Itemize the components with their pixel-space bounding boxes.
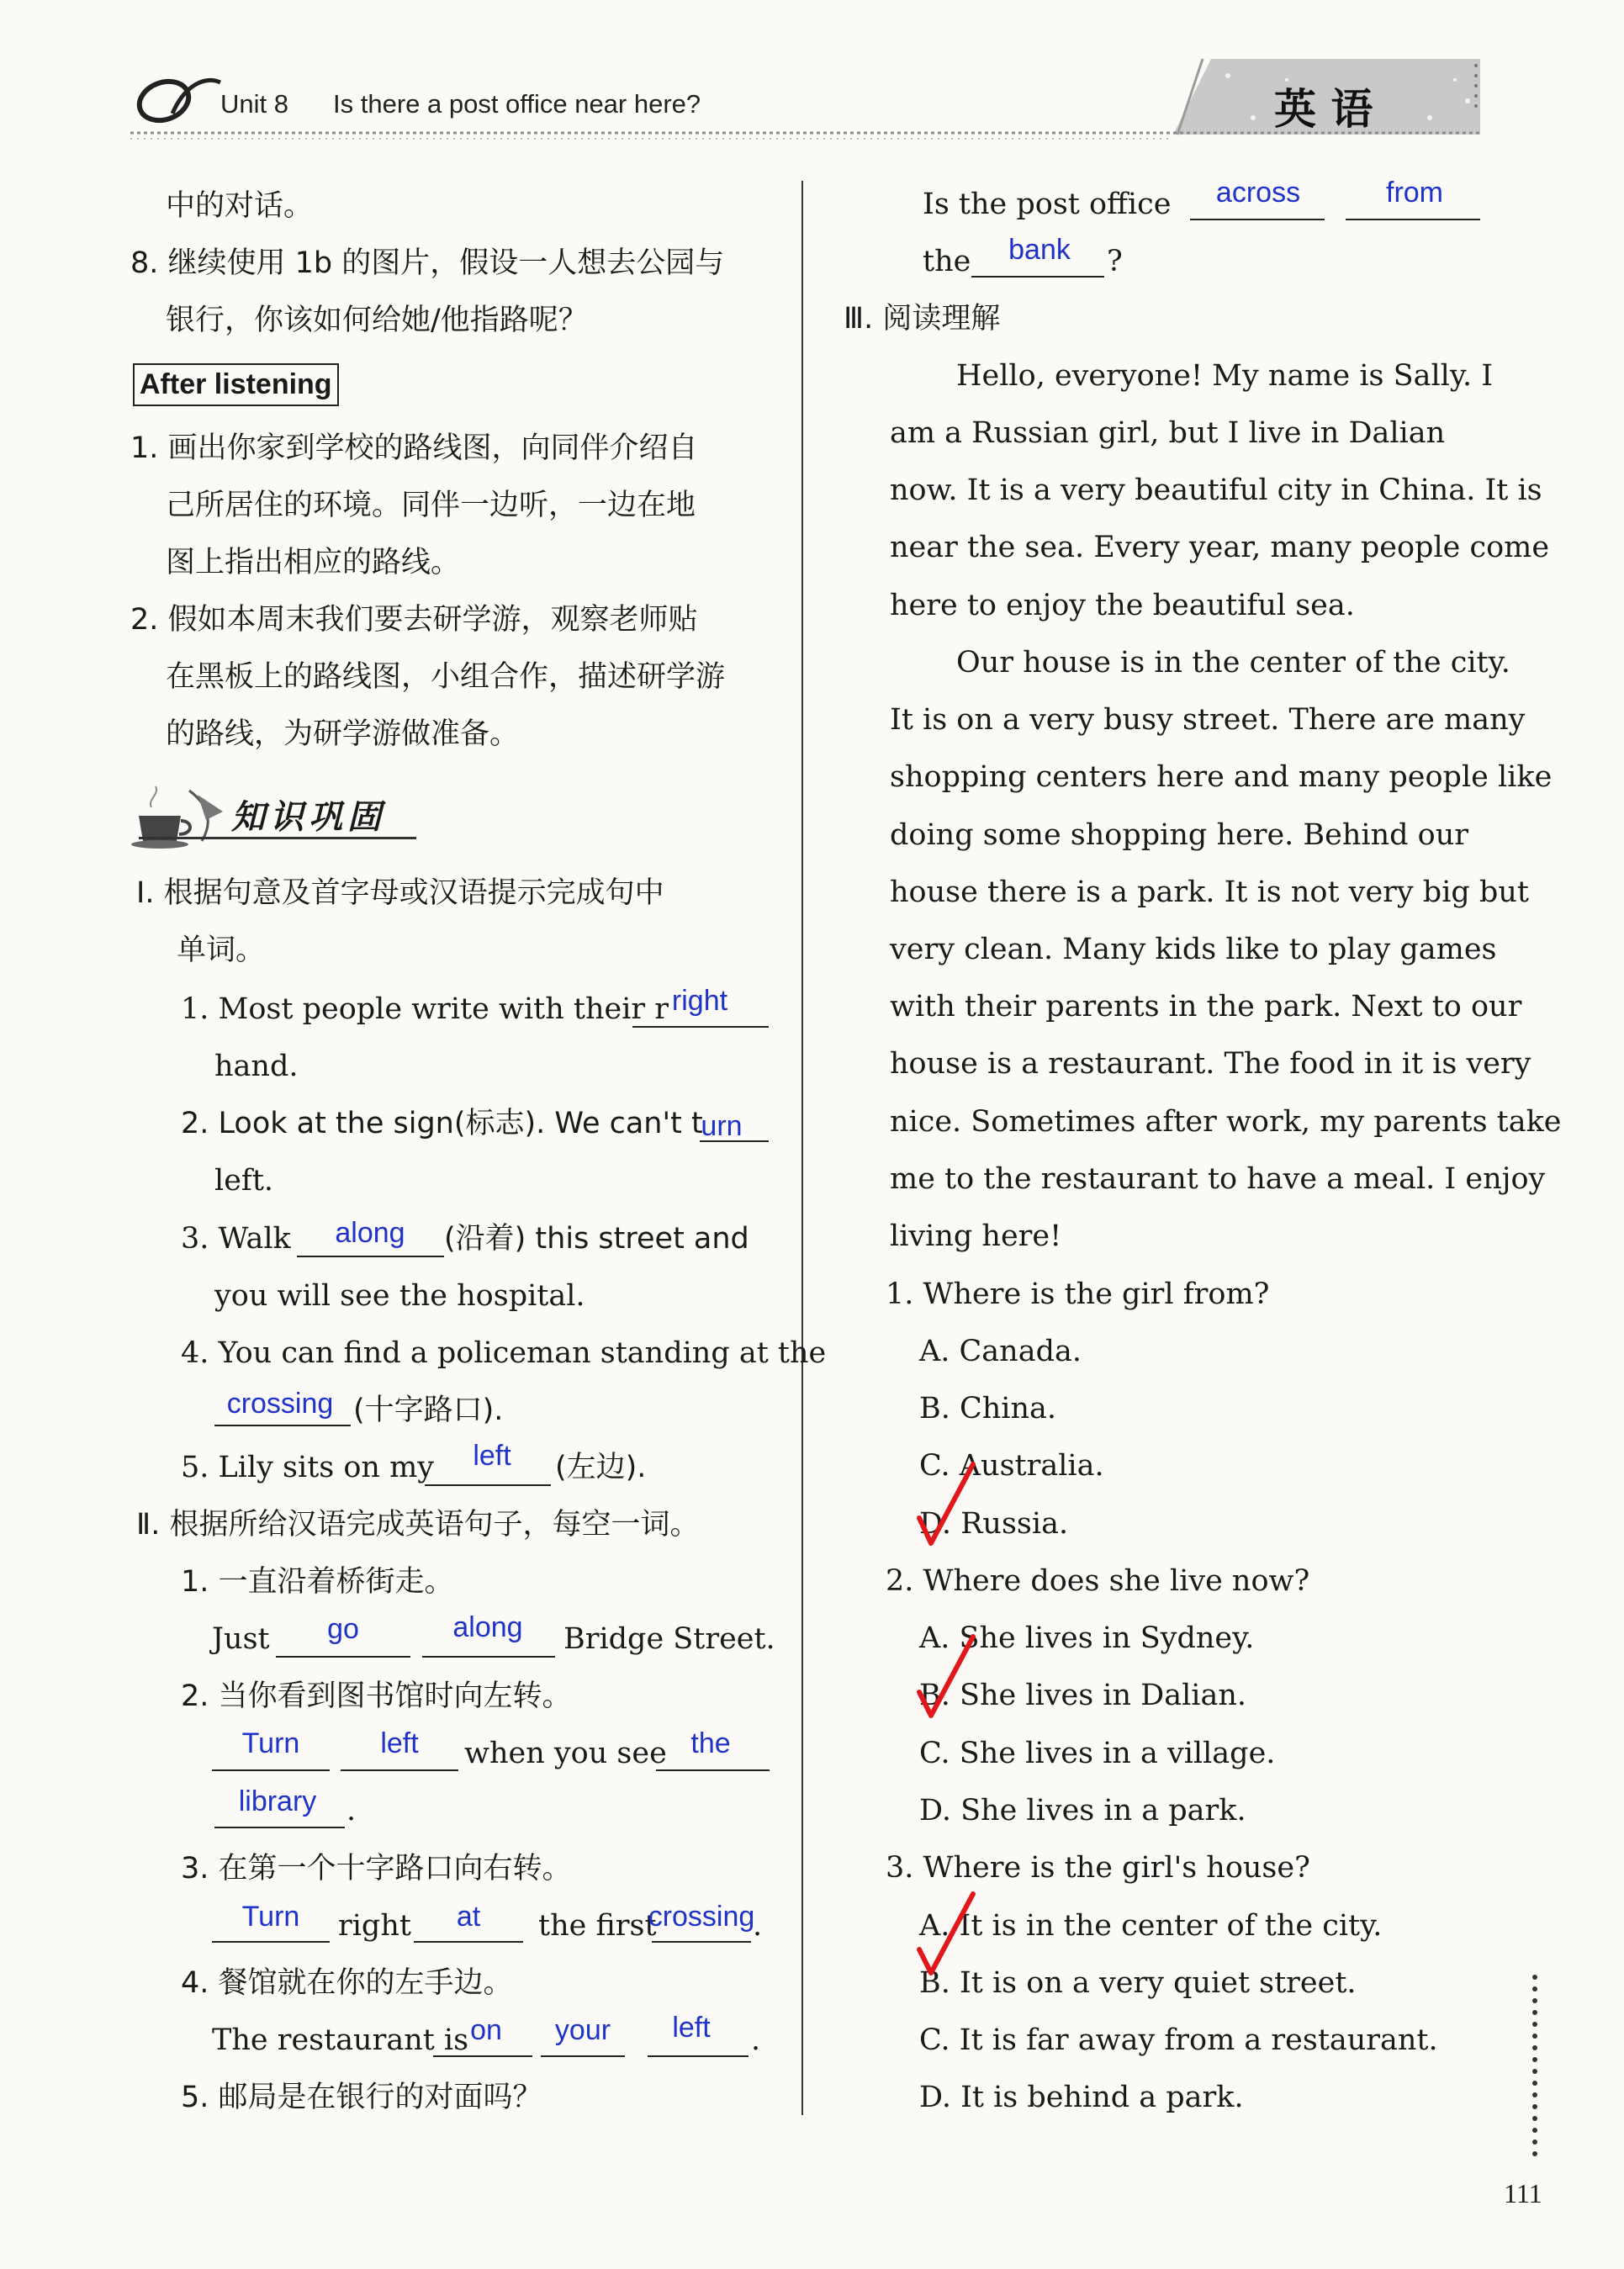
q3-line2: you will see the hospital. xyxy=(214,1279,585,1313)
q3-line1: 3. Walk xyxy=(181,1222,291,1256)
rq2-option-c[interactable]: C. She lives in a village. xyxy=(919,1737,1276,1770)
passage-line: very clean. Many kids like to play games xyxy=(890,933,1497,966)
p2q5-answer2: from xyxy=(1386,177,1443,209)
p2q4-line1: The restaurant is xyxy=(212,2023,469,2057)
p2q3-answer3: crossing xyxy=(648,1901,755,1933)
q1-answer: right xyxy=(671,985,728,1017)
p2q4-answer2: your xyxy=(554,2014,611,2046)
p2q4-blank1[interactable] xyxy=(433,2055,532,2057)
passage-line: It is on a very busy street. There are many xyxy=(890,703,1526,737)
q3-blank[interactable] xyxy=(297,1256,444,1257)
q4-hint: (十字路口). xyxy=(353,1394,504,1427)
q5-blank[interactable] xyxy=(425,1484,551,1486)
p2q4-blank3[interactable] xyxy=(648,2055,749,2057)
rq2-option-b[interactable]: B. She lives in Dalian. xyxy=(919,1679,1246,1712)
p2q1-line1: Just xyxy=(212,1622,270,1656)
rq3-checkmark-icon xyxy=(913,1889,980,1981)
p2q3-blank2[interactable] xyxy=(414,1941,523,1943)
al1-line3: 图上指出相应的路线。 xyxy=(166,546,461,579)
p2q2-blank2[interactable] xyxy=(341,1769,458,1771)
p2q3-blank3[interactable] xyxy=(652,1941,751,1943)
q2-line2: left. xyxy=(214,1164,274,1198)
q4-line1: 4. You can find a policeman standing at the xyxy=(181,1336,827,1370)
rq1-question: 1. Where is the girl from? xyxy=(886,1277,1270,1311)
rq2-option-a[interactable]: A. She lives in Sydney. xyxy=(919,1621,1255,1655)
rq3-option-a[interactable]: A. It is in the center of the city. xyxy=(919,1909,1383,1943)
p2q2-blank3[interactable] xyxy=(656,1769,770,1771)
q2-answer: urn xyxy=(701,1110,743,1142)
al2-line2: 在黑板上的路线图，小组合作，描述研学游 xyxy=(166,660,726,694)
rq1-checkmark-icon xyxy=(913,1459,980,1552)
q2-line1: 2. Look at the sign(标志). We can't t xyxy=(181,1107,703,1140)
rq2-checkmark-icon xyxy=(913,1632,980,1724)
passage-line: living here! xyxy=(890,1219,1062,1253)
header-bar xyxy=(0,0,1624,151)
passage-line: now. It is a very beautiful city in China. It is xyxy=(890,473,1542,507)
p2q3-answer2: at xyxy=(456,1901,481,1933)
p2q1-chinese: 1. 一直沿着桥街走。 xyxy=(181,1565,454,1599)
passage-line: shopping centers here and many people like xyxy=(890,760,1553,794)
p2q3-line1: right xyxy=(338,1909,411,1943)
p2q2-line1: when you see xyxy=(464,1737,667,1770)
q3-hint: (沿着) this street and xyxy=(444,1222,749,1256)
after-listening-heading xyxy=(133,363,339,406)
passage-line: Hello, everyone! My name is Sally. I xyxy=(956,359,1494,393)
rq1-option-d[interactable]: D. Russia. xyxy=(919,1507,1069,1541)
al2-line3: 的路线，为研学游做准备。 xyxy=(166,717,520,751)
p2q3-blank1[interactable] xyxy=(212,1941,330,1943)
rq2-option-d[interactable]: D. She lives in a park. xyxy=(919,1794,1246,1827)
part3-heading: Ⅲ. 阅读理解 xyxy=(844,302,1001,336)
rq3-question: 3. Where is the girl's house? xyxy=(886,1851,1310,1885)
rq1-option-c[interactable]: C. Australia. xyxy=(919,1449,1104,1483)
subject-label: 英 语 xyxy=(1274,85,1373,134)
p2q2-period: . xyxy=(346,1794,357,1827)
p2q1-line2: Bridge Street. xyxy=(563,1622,775,1656)
p2q5-blank1[interactable] xyxy=(1190,219,1325,220)
p2q5-answer3: bank xyxy=(1008,234,1071,266)
p2q4-period: . xyxy=(751,2023,761,2057)
rq1-option-a[interactable]: A. Canada. xyxy=(919,1335,1082,1368)
p2q1-blank2[interactable] xyxy=(422,1656,555,1658)
section-title: 知识巩固 xyxy=(231,798,386,837)
coffee-cup-icon xyxy=(130,782,231,849)
passage-line: Our house is in the center of the city. xyxy=(956,646,1510,680)
intro-tail: 中的对话。 xyxy=(166,189,314,223)
passage-line: near the sea. Every year, many people come xyxy=(890,531,1550,564)
p2q5-blank2[interactable] xyxy=(1346,219,1480,220)
part2-heading: Ⅱ. 根据所给汉语完成英语句子，每空一词。 xyxy=(136,1508,700,1542)
p2q5-answer1: across xyxy=(1215,177,1301,209)
page-number: 111 xyxy=(1504,2178,1542,2208)
item8-line2: 银行，你该如何给她/他指路呢？ xyxy=(166,304,588,337)
q4-answer: crossing xyxy=(226,1388,334,1420)
passage-line: me to the restaurant to have a meal. I enjoy xyxy=(890,1162,1546,1196)
q4-blank[interactable] xyxy=(214,1425,351,1426)
al1-line1: 1. 画出你家到学校的路线图，向同伴介绍自 xyxy=(130,431,698,465)
passage-line: house is a restaurant. The food in it is very xyxy=(890,1047,1531,1081)
header-decoration xyxy=(0,0,1624,151)
p2q2-answer3: the xyxy=(690,1727,731,1759)
unit-label: Unit 8 xyxy=(220,89,288,119)
p2q2-answer2: left xyxy=(380,1727,419,1759)
p2q5-line1: Is the post office xyxy=(923,188,1172,221)
p2q3-chinese: 3. 在第一个十字路口向右转。 xyxy=(181,1852,572,1886)
passage-line: here to enjoy the beautiful sea. xyxy=(890,589,1355,622)
passage-line: doing some shopping here. Behind our xyxy=(890,818,1468,852)
unit-logo-icon xyxy=(126,67,227,126)
q5-answer: left xyxy=(473,1440,511,1472)
p2q2-blank1[interactable] xyxy=(212,1769,330,1771)
passage-line: house there is a park. It is not very big but xyxy=(890,875,1529,909)
p2q3-answer1: Turn xyxy=(241,1901,300,1933)
passage-line: am a Russian girl, but I live in Dalian xyxy=(890,416,1446,450)
unit-title: Is there a post office near here? xyxy=(333,89,701,119)
al2-line1: 2. 假如本周末我们要去研学游，观察老师贴 xyxy=(130,603,698,637)
rq2-question: 2. Where does she live now? xyxy=(886,1564,1310,1598)
q1-line1: 1. Most people write with their r xyxy=(181,992,669,1026)
rq1-option-b[interactable]: B. China. xyxy=(919,1392,1057,1425)
p2q5-blank3[interactable] xyxy=(971,276,1104,278)
q1-line2: hand. xyxy=(214,1050,299,1083)
p2q3-line2: the first xyxy=(538,1909,657,1943)
p2q3-period: . xyxy=(753,1909,763,1943)
p2q2-answer4: library xyxy=(238,1785,317,1817)
p2q5-question-mark: ? xyxy=(1107,245,1123,278)
part1-line2: 单词。 xyxy=(177,934,266,967)
p2q1-answer2: along xyxy=(452,1611,523,1643)
p2q5-chinese: 5. 邮局是在银行的对面吗？ xyxy=(181,2081,542,2114)
p2q4-answer1: on xyxy=(470,2014,502,2046)
p2q1-blank1[interactable] xyxy=(276,1656,410,1658)
passage-line: with their parents in the park. Next to our xyxy=(890,990,1522,1023)
rq3-option-c[interactable]: C. It is far away from a restaurant. xyxy=(919,2023,1438,2057)
passage-line: nice. Sometimes after work, my parents take xyxy=(890,1105,1562,1139)
item8-line1: 8. 继续使用 1b 的图片，假设一人想去公园与 xyxy=(130,246,725,280)
section-title-underline xyxy=(139,837,416,839)
rq3-option-d[interactable]: D. It is behind a park. xyxy=(919,2081,1244,2114)
after-listening-label: After listening xyxy=(140,368,332,400)
rq3-option-b[interactable]: B. It is on a very quiet street. xyxy=(919,1966,1357,2000)
q3-answer: along xyxy=(335,1217,405,1249)
p2q4-chinese: 4. 餐馆就在你的左手边。 xyxy=(181,1966,513,2000)
p2q2-chinese: 2. 当你看到图书馆时向左转。 xyxy=(181,1679,572,1713)
p2q5-line2: the xyxy=(923,245,971,278)
p2q4-answer3: left xyxy=(672,2012,711,2044)
p2q1-answer1: go xyxy=(327,1613,359,1645)
page-edge-dots xyxy=(1526,1972,1543,2174)
p2q4-blank2[interactable] xyxy=(541,2055,625,2057)
column-divider xyxy=(801,181,803,2115)
q1-blank[interactable] xyxy=(632,1026,769,1028)
q5-line1: 5. Lily sits on my xyxy=(181,1451,435,1484)
q5-hint: (左边). xyxy=(555,1451,647,1484)
part1-line1: Ⅰ. 根据句意及首字母或汉语提示完成句中 xyxy=(136,876,664,910)
al1-line2: 己所居住的环境。同伴一边听，一边在地 xyxy=(166,489,696,522)
p2q2-answer1: Turn xyxy=(241,1727,300,1759)
p2q2-blank4[interactable] xyxy=(214,1827,345,1828)
